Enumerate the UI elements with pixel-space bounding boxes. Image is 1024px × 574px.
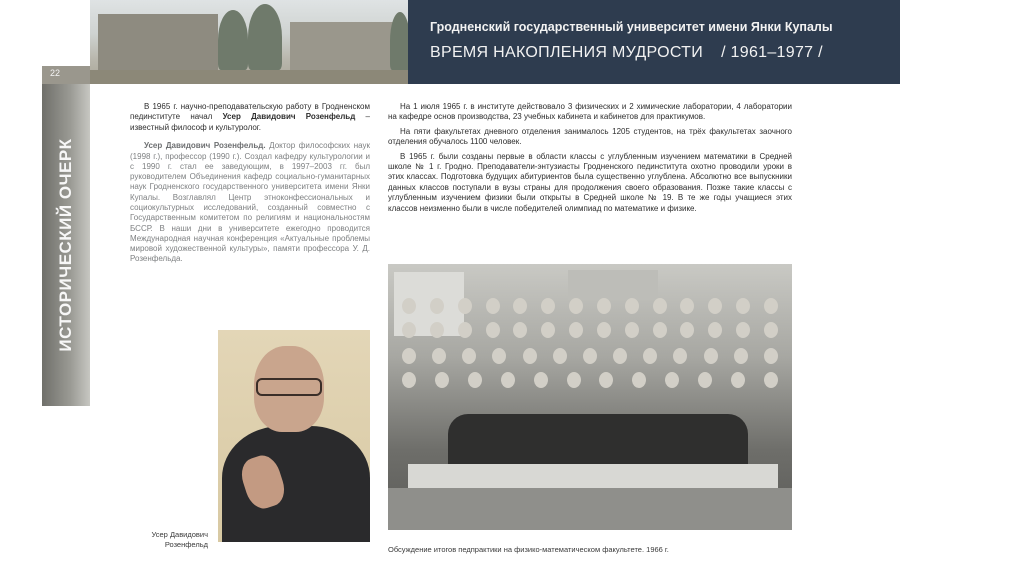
section-years: / 1961–1977 / xyxy=(721,44,823,61)
labs-paragraph: На 1 июля 1965 г. в институте действовало 3 физических и 2 химические лаборатории, 4 лаборатории на кафедре основ производства, 23 учебных кабинета и кабинетов для практикумов. xyxy=(388,102,792,122)
intro-person-name: Усер Давидович Розенфельд xyxy=(222,112,356,122)
header-campus-photo xyxy=(90,0,408,84)
group-photo xyxy=(388,264,792,530)
portrait-caption: Усер Давидович Розенфельд xyxy=(151,530,208,549)
section-title-text: ВРЕМЯ НАКОПЛЕНИЯ МУДРОСТИ xyxy=(430,44,704,61)
side-chapter-label: ИСТОРИЧЕСКИЙ ОЧЕРК xyxy=(56,138,75,352)
students-paragraph: На пяти факультетах дневного отделения занималось 1205 студентов, на трёх факультетах заочного отделения обучалось 1100 человек. xyxy=(388,126,792,147)
page-number: 22 xyxy=(50,68,61,78)
intro-text-end: – известный философ и культуролог. xyxy=(130,112,371,132)
left-text-column xyxy=(130,102,370,273)
portrait-photo xyxy=(218,330,370,542)
classes-paragraph: В 1965 г. были созданы первые в области классы с углубленным изучением математики в Средней школе № 1 г. Гродно. Преподаватели-энтузиасты Гродненского пединститута охотно проводили уроки в этих классах. Подготовка будущих абитуриентов была существенно углублена. Абсолютно все выпускники данных классов поступали в вузы страны для продолжения своего образования. Позже такие классы с углубленным изучением физики были открыты в Средней школе № 19. В те же годы учащиеся этих классов неизменно были в числе победителей олимпиад по математике и физике. xyxy=(388,151,792,213)
group-photo-caption: Обсуждение итогов педпрактики на физико-математическом факультете. 1966 г. xyxy=(388,545,669,554)
bio-person-name: Усер Давидович Розенфельд. xyxy=(144,141,266,151)
book-page xyxy=(42,0,858,574)
header-band xyxy=(408,0,900,84)
university-name: Гродненский государственный университет имени Янки Купалы xyxy=(430,20,833,34)
section-title xyxy=(430,44,823,62)
intro-text: В 1965 г. научно-преподавательскую работу в Гродненском пединституте начал xyxy=(130,102,370,122)
intro-paragraph xyxy=(130,102,370,133)
page-number-bar xyxy=(42,66,90,84)
side-chapter-tab xyxy=(42,84,90,406)
right-text-column xyxy=(388,102,792,218)
bio-paragraph xyxy=(130,141,370,265)
bio-text: Доктор философских наук (1998 г.), профессор (1990 г.). Создал кафедру культурологии и с 1990 г. стал ее заведующим, в 1997–2003 гг. был руководителем Объединения кафедр социально-гуманитарных наук Гродненского государственного университета имени Янки Купалы. Возглавлял Центр этноконфессиональных и социокультурных исследований, созданный совместно с Государственным комитетом по религиям и национальностям БССР. В наши дни в университете ежегодно проводится Международная научная конференция «Актуальные проблемы мировой художественной культуры», памяти профессора У. Д. Розенфельда. xyxy=(130,141,371,264)
